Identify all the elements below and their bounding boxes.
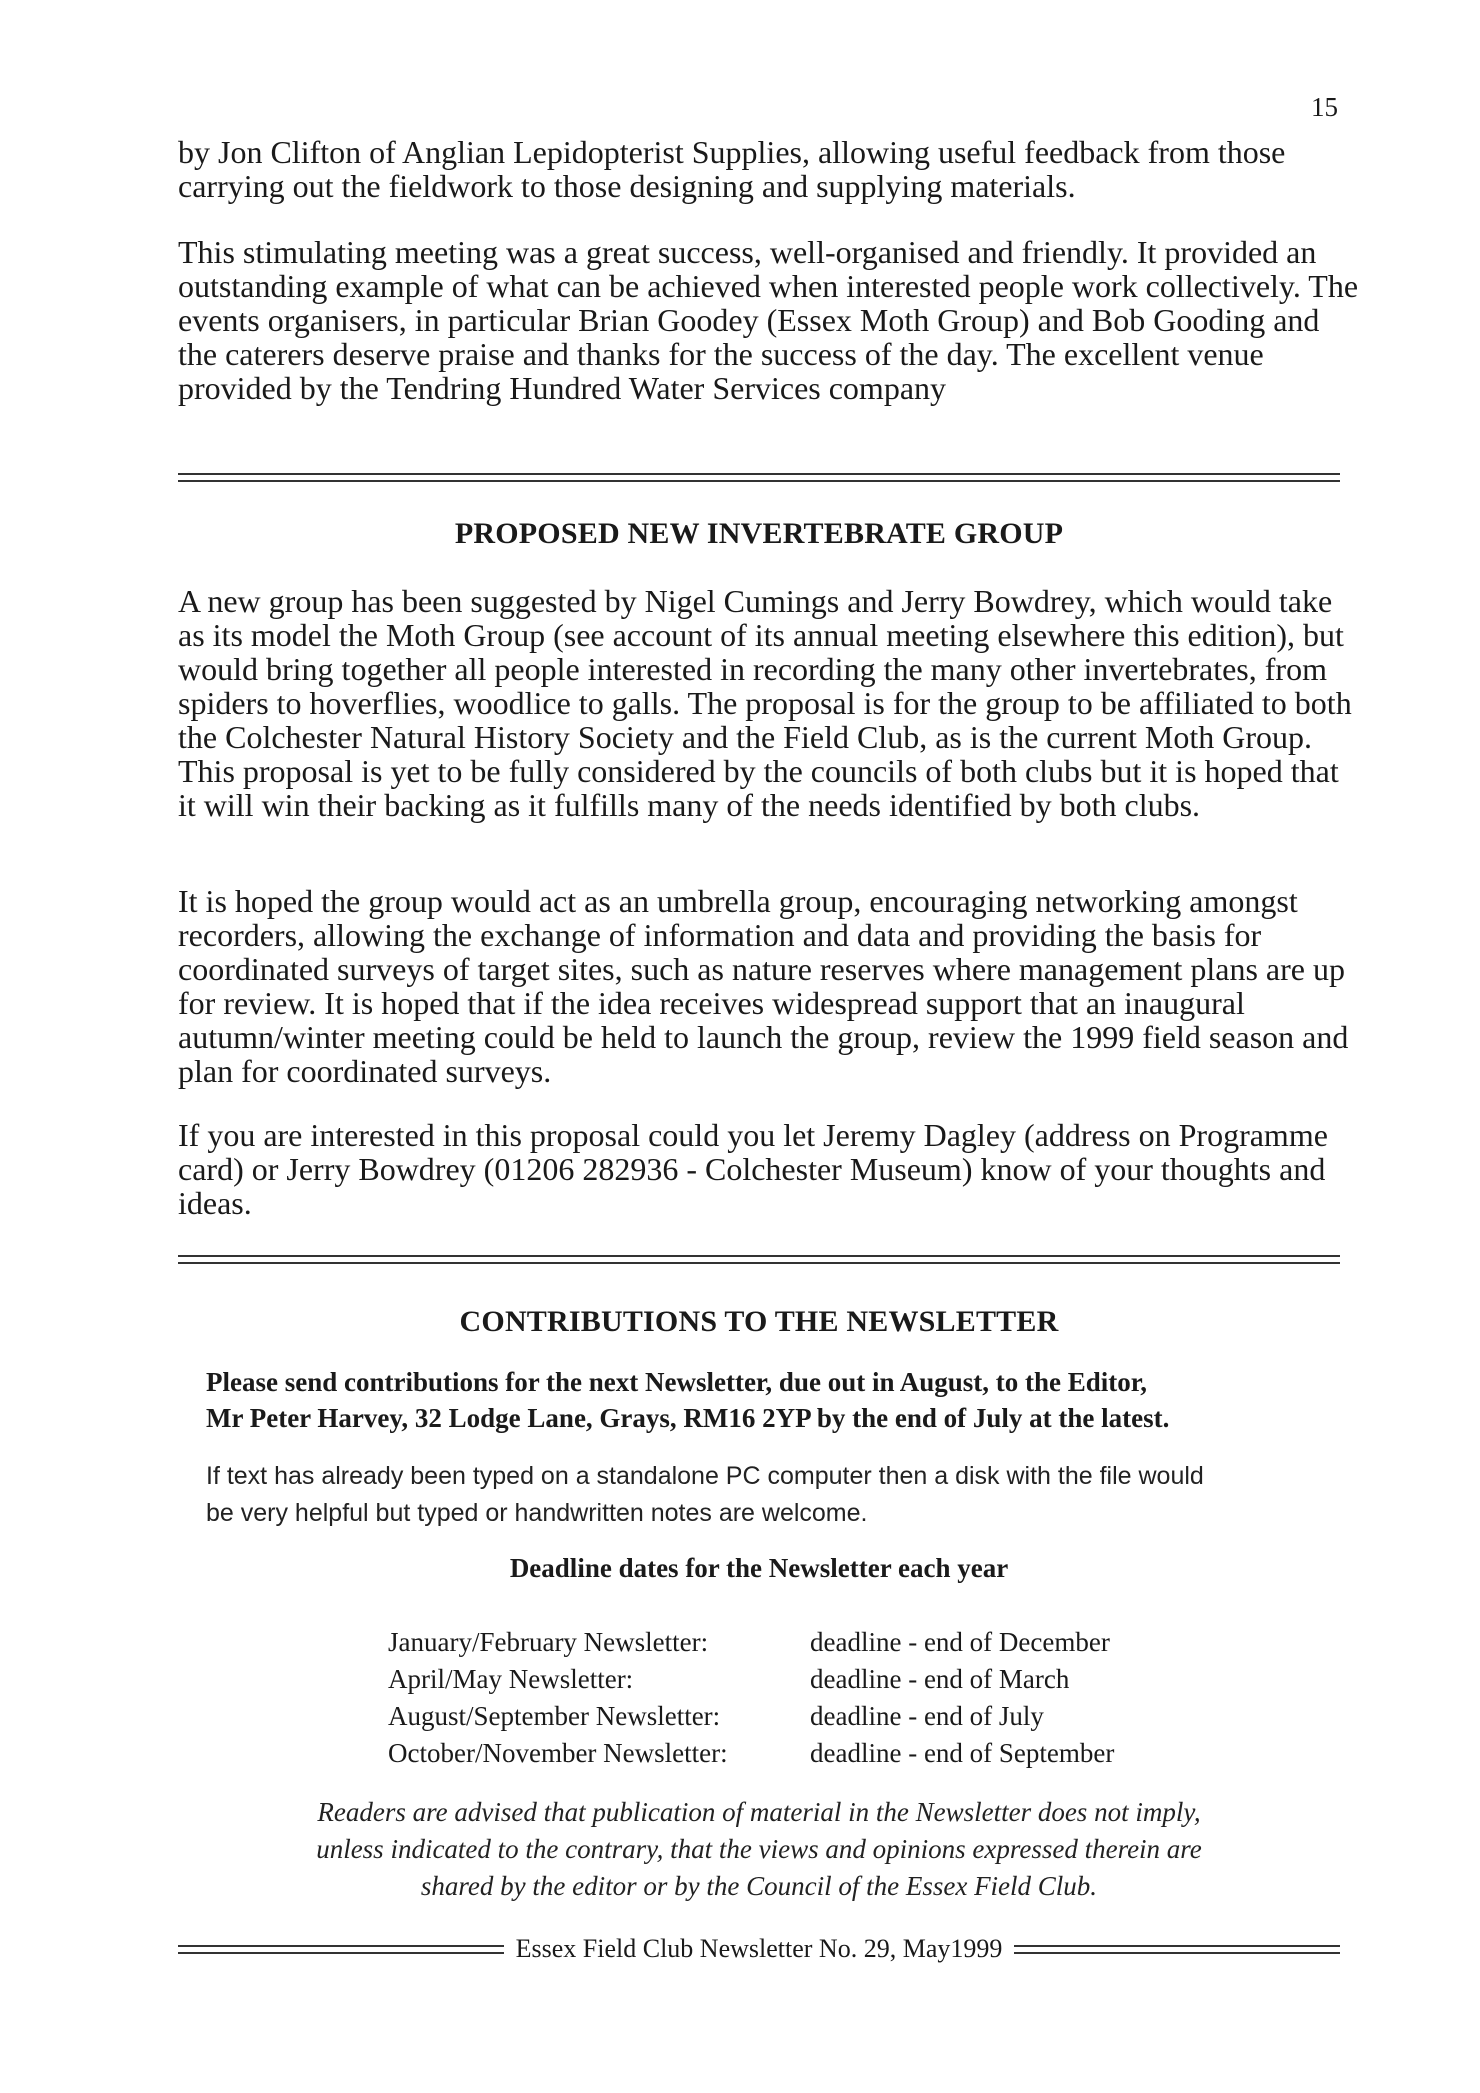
deadline-table <box>388 1624 1114 1772</box>
contributions-instruction-line: Mr Peter Harvey, 32 Lodge Lane, Grays, RM16 2YP by the end of July at the latest. <box>206 1403 1170 1433</box>
disclaimer <box>178 1794 1340 1905</box>
deadline-newsletter: April/May Newsletter: <box>388 1664 634 1694</box>
footer-text: Essex Field Club Newsletter No. 29, May1999 <box>515 1934 1003 1963</box>
deadline-date: deadline - end of March <box>810 1664 1070 1694</box>
page-footer <box>178 1933 1340 1965</box>
intro-paragraph-meeting: This stimulating meeting was a great success, well-organised and friendly. It provided an outstanding example of what can be achieved when interested people work collectively. The events organisers, in particular Brian Goodey (Essex Moth Group) and Bob Gooding and the caterers deserve praise and thanks for the success of the day. The excellent venue provided by the Tendring Hundred Water Services company <box>178 234 1359 406</box>
disclaimer-line: Readers are advised that publication of material in the Newsletter does not imply, <box>317 1797 1201 1827</box>
deadline-date: deadline - end of December <box>810 1627 1110 1657</box>
deadline-date: deadline - end of July <box>810 1701 1044 1731</box>
section-divider <box>178 1255 1340 1264</box>
deadline-row <box>388 1624 1114 1661</box>
invertebrate-paragraph-proposal: A new group has been suggested by Nigel Cumings and Jerry Bowdrey, which would take as its model the Moth Group (see account of its annual meeting elsewhere this edition), but would bring together all people interested in recording the many other invertebrates, from spiders to hoverflies, woodlice to galls. The proposal is for the group to be affiliated to both the Colchester Natural History Society and the Field Club, as is the current Moth Group. This proposal is yet to be fully considered by the councils of both clubs but it is hoped that it will win their backing as it fulfills many of the needs identified by both clubs. <box>178 583 1352 823</box>
deadline-newsletter: January/February Newsletter: <box>388 1627 709 1657</box>
invertebrate-paragraph-umbrella: It is hoped the group would act as an umbrella group, encouraging networking amongst recorders, allowing the exchange of information and data and providing the basis for coordinated surveys of target sites, such as nature reserves where management plans are up for review. It is hoped that if the idea receives widespread support that an inaugural autumn/winter meeting could be held to launch the group, review the 1999 field season and plan for coordinated surveys. <box>178 883 1349 1089</box>
contributions-instruction-line: Please send contributions for the next Newsletter, due out in August, to the Editor, <box>206 1367 1148 1397</box>
disclaimer-line: unless indicated to the contrary, that the views and opinions expressed therein are <box>316 1834 1202 1864</box>
deadline-newsletter: August/September Newsletter: <box>388 1701 721 1731</box>
footer-rule-left <box>178 1945 504 1954</box>
deadline-row <box>388 1735 1114 1772</box>
deadline-heading: Deadline dates for the Newsletter each year <box>509 1553 1009 1583</box>
invertebrate-group-heading: PROPOSED NEW INVERTEBRATE GROUP <box>454 517 1064 550</box>
section-divider <box>178 473 1340 482</box>
contributions-note-line: If text has already been typed on a standalone PC computer then a disk with the file would <box>206 1462 1204 1490</box>
footer-rule-right <box>1014 1945 1340 1954</box>
deadline-newsletter: October/November Newsletter: <box>388 1738 728 1768</box>
contributions-note <box>206 1458 1326 1532</box>
contributions-heading: CONTRIBUTIONS TO THE NEWSLETTER <box>459 1305 1059 1338</box>
contributions-note-line: be very helpful but typed or handwritten notes are welcome. <box>206 1499 868 1527</box>
invertebrate-paragraph-contact: If you are interested in this proposal could you let Jeremy Dagley (address on Programme card) or Jerry Bowdrey (01206 282936 - Colchester Museum) know of your thoughts and ideas. <box>178 1117 1328 1221</box>
intro-paragraph-continued: by Jon Clifton of Anglian Lepidopterist Supplies, allowing useful feedback from those carrying out the fieldwork to those designing and supplying materials. <box>178 134 1286 204</box>
disclaimer-line: shared by the editor or by the Council of the Essex Field Club. <box>420 1871 1098 1901</box>
deadline-row <box>388 1661 1114 1698</box>
deadline-row <box>388 1698 1114 1735</box>
contributions-instructions <box>206 1364 1326 1436</box>
page-number: 15 <box>1311 92 1338 122</box>
deadline-date: deadline - end of September <box>810 1738 1115 1768</box>
